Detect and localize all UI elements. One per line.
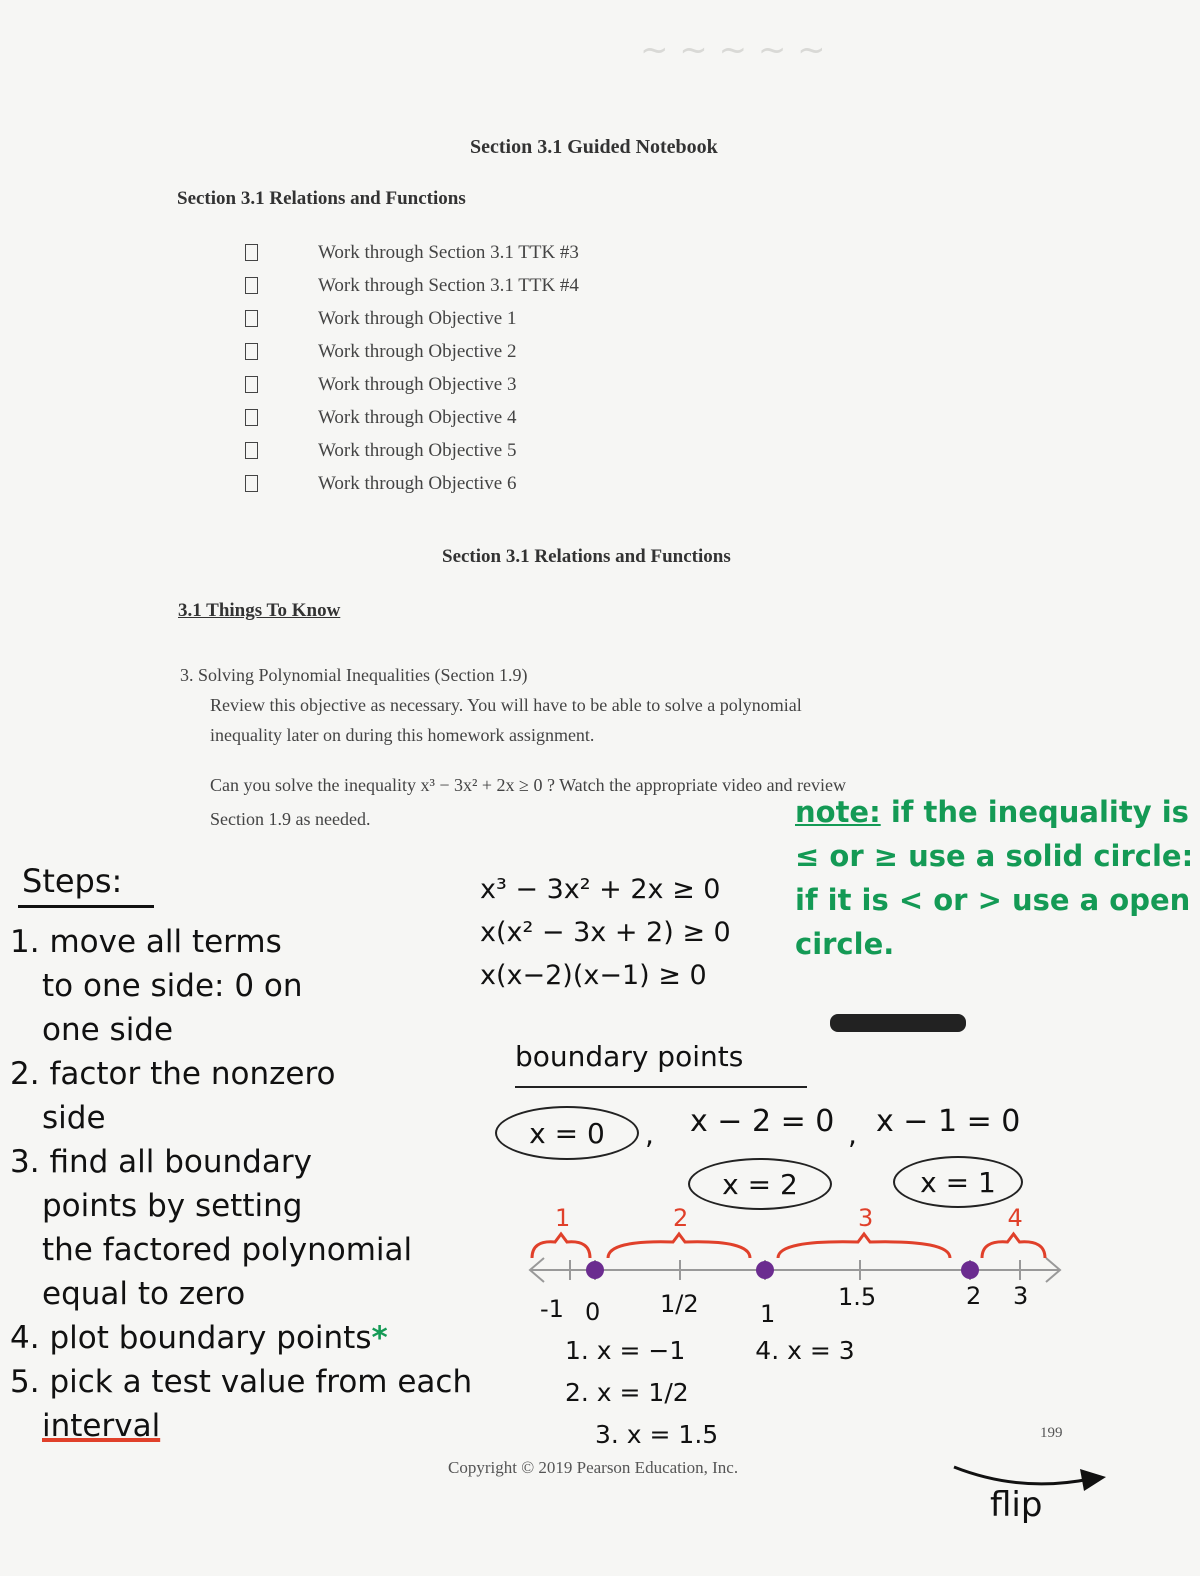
interval-brace: [778, 1234, 950, 1258]
boundary-underline: [515, 1086, 807, 1088]
checklist-label: Work through Objective 3: [318, 373, 517, 395]
step-text: plot boundary points: [49, 1320, 372, 1356]
things-to-know-heading: 3.1 Things To Know: [178, 600, 341, 621]
checkbox-icon[interactable]: [245, 244, 258, 261]
checklist-item: [245, 335, 665, 368]
interval-brace: [982, 1234, 1045, 1258]
step-text: to one side: 0 on: [42, 968, 303, 1004]
circled-x-2: x = 2: [688, 1158, 832, 1210]
page-title: Section 3.1 Guided Notebook: [470, 136, 718, 158]
boundary-point: [961, 1261, 979, 1279]
ttk-item-3: [180, 660, 1010, 750]
note-text: if the inequality is ≤ or ≥ use a solid circle: if it is < or > use a open circle.: [795, 795, 1194, 961]
step-number: 4.: [10, 1320, 40, 1356]
step-5: [10, 1360, 530, 1448]
steps-list: [10, 920, 530, 1448]
checkbox-icon[interactable]: [245, 442, 258, 459]
step-text: points by setting: [42, 1188, 303, 1224]
tick-label: -1: [540, 1295, 564, 1323]
test-values: [565, 1330, 855, 1456]
math-line: x(x−2)(x−1) ≥ 0: [480, 960, 707, 991]
tick-label: 1/2: [660, 1290, 699, 1318]
checklist-item: [245, 368, 665, 401]
note-label: note:: [795, 795, 881, 829]
step-text: equal to zero: [42, 1276, 246, 1312]
math-line: x³ − 3x² + 2x ≥ 0: [480, 874, 721, 905]
step-text: pick a test value from each: [49, 1364, 473, 1400]
checkbox-icon[interactable]: [245, 376, 258, 393]
star-icon: *: [371, 1320, 388, 1356]
steps-title: Steps:: [22, 862, 123, 900]
checklist-label: Work through Objective 4: [318, 406, 517, 428]
tick-label: 1.5: [838, 1283, 877, 1311]
checklist-item: [245, 269, 665, 302]
step-4: [10, 1316, 530, 1360]
interval-number: 2: [673, 1204, 689, 1232]
boundary-point: [756, 1261, 774, 1279]
step-text: find all boundary: [49, 1144, 312, 1180]
objective-checklist: [245, 236, 665, 500]
step-3: [10, 1140, 530, 1316]
tick-label: 2: [966, 1282, 982, 1310]
circled-x-0: x = 0: [495, 1106, 639, 1160]
step-number: 5.: [10, 1364, 40, 1400]
page-number: 199: [1040, 1425, 1063, 1441]
checklist-label: Work through Objective 2: [318, 340, 517, 362]
test-value: 4. x = 3: [755, 1336, 855, 1365]
step-text: interval: [42, 1408, 161, 1444]
bleed-through-text: ~ ~ ~ ~ ~: [640, 30, 826, 70]
checklist-label: Work through Section 3.1 TTK #4: [318, 274, 579, 296]
checkbox-icon[interactable]: [245, 409, 258, 426]
checklist-label: Work through Objective 6: [318, 472, 517, 494]
checklist-item: [245, 467, 665, 500]
step-number: 1.: [10, 924, 40, 960]
step-2: [10, 1052, 530, 1140]
equation-x-minus-1: x − 1 = 0: [876, 1104, 1021, 1139]
step-text: move all terms: [49, 924, 282, 960]
steps-underline: [18, 905, 154, 908]
boundary-point: [586, 1261, 604, 1279]
copyright: Copyright © 2019 Pearson Education, Inc.: [448, 1458, 739, 1477]
checklist-item: [245, 401, 665, 434]
checkbox-icon[interactable]: [245, 277, 258, 294]
interval-number: 4: [1007, 1204, 1023, 1232]
interval-number: 1: [555, 1204, 571, 1232]
step-number: 3.: [10, 1144, 40, 1180]
checklist-item: [245, 434, 665, 467]
comma: ,: [645, 1118, 654, 1151]
question-line2: Section 1.9 as needed.: [210, 809, 371, 829]
interval-brace: [608, 1234, 750, 1258]
question-line1: Can you solve the inequality x³ − 3x² + 2x ≥ 0 ? Watch the appropriate video and review: [210, 775, 847, 795]
tick-label: 1: [760, 1300, 776, 1328]
step-text: side: [42, 1100, 106, 1136]
section-heading-2: Section 3.1 Relations and Functions: [442, 546, 731, 567]
section-heading: Section 3.1 Relations and Functions: [177, 188, 466, 209]
checklist-item: [245, 236, 665, 269]
ttk-item-3-title: 3. Solving Polynomial Inequalities (Section 1.9): [180, 665, 528, 685]
checklist-label: Work through Objective 1: [318, 307, 517, 329]
factoring-work: [480, 868, 731, 997]
tick-label: 3: [1013, 1282, 1029, 1310]
ttk-item-3-line1: Review this objective as necessary. You will have to be able to solve a polynomial: [210, 695, 802, 715]
scribbled-out-text: [830, 1014, 966, 1032]
circled-x-1: x = 1: [893, 1156, 1023, 1208]
checkbox-icon[interactable]: [245, 310, 258, 327]
inequality-note: [795, 790, 1195, 966]
step-text: the factored polynomial: [42, 1232, 413, 1268]
interval-brace: [532, 1234, 590, 1258]
step-text: factor the nonzero: [49, 1056, 336, 1092]
equation-x-minus-2: x − 2 = 0: [690, 1104, 835, 1139]
test-value: 1. x = −1: [565, 1336, 686, 1365]
checklist-label: Work through Objective 5: [318, 439, 517, 461]
ttk-item-3-line2: inequality later on during this homework assignment.: [210, 725, 595, 745]
checklist-label: Work through Section 3.1 TTK #3: [318, 241, 579, 263]
tick-label: 0: [585, 1298, 601, 1326]
interval-number: 3: [858, 1204, 874, 1232]
number-line: [520, 1200, 1080, 1310]
test-value: 3. x = 1.5: [595, 1420, 719, 1449]
checklist-item: [245, 302, 665, 335]
test-value: 2. x = 1/2: [565, 1378, 689, 1407]
math-line: x(x² − 3x + 2) ≥ 0: [480, 917, 731, 948]
step-number: 2.: [10, 1056, 40, 1092]
checkbox-icon[interactable]: [245, 343, 258, 360]
checkbox-icon[interactable]: [245, 475, 258, 492]
comma: ,: [848, 1118, 857, 1151]
step-text: one side: [42, 1012, 174, 1048]
boundary-points-label: boundary points: [515, 1040, 744, 1073]
flip-note: flip: [990, 1485, 1043, 1525]
step-1: [10, 920, 530, 1052]
